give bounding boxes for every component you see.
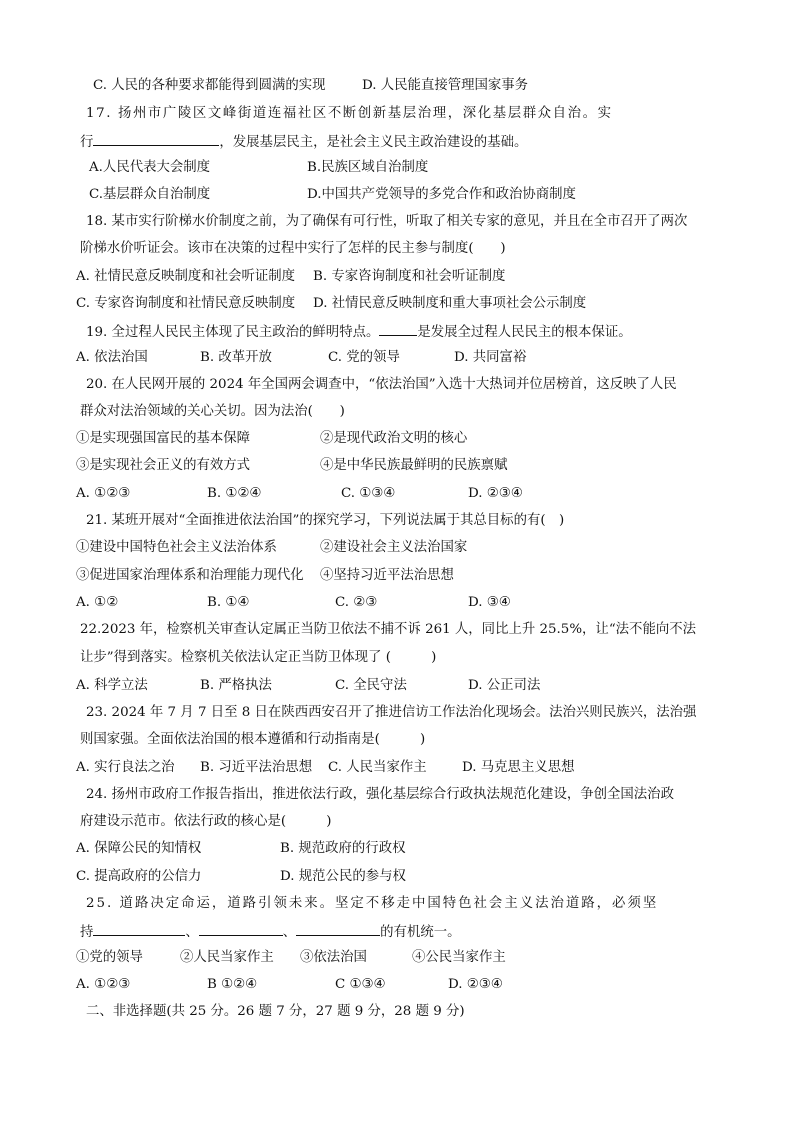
q18-option-a: A. 社情民意反映制度和社会听证制度 — [76, 269, 296, 284]
q21-statement-3: ③促进国家治理体系和治理能力现代化 — [76, 568, 304, 583]
q22-stem-line1: 22.2023 年，检察机关审查认定属正当防卫依法不捕不诉 261 人，同比上升 25.5%，让“法不能向不法 — [80, 622, 697, 637]
q19-option-c: C. 党的领导 — [328, 350, 400, 365]
q19-answer-blank — [379, 321, 417, 336]
q21-option-d: D. ③④ — [468, 595, 511, 610]
q25-statement-3: ③依法治国 — [300, 950, 367, 965]
q20-statement-3: ③是实现社会正义的有效方式 — [76, 458, 251, 473]
q25-statement-4: ④公民当家作主 — [412, 950, 506, 965]
q17-option-c: C.基层群众自治制度 — [89, 187, 211, 202]
q25-option-a: A. ①②③ — [76, 977, 131, 992]
q25-stem-line1: 25. 道路决定命运，道路引领未来。坚定不移走中国特色社会主义法治道路，必须坚 — [86, 896, 659, 911]
q21-statement-2: ②建设社会主义法治国家 — [320, 540, 468, 555]
q25-separator-2: 、 — [282, 925, 297, 940]
q16-option-c: C. 人民的各种要求都能得到圆满的实现 — [93, 78, 326, 93]
q21-option-a: A. ①② — [76, 595, 119, 610]
q21-statement-4: ④坚持习近平法治思想 — [320, 568, 454, 583]
q21-stem-line1: 21. 某班开展对“全面推进依法治国”的探究学习，下列说法属于其总目标的有( ) — [86, 513, 565, 528]
q25-answer-blank-3 — [296, 921, 380, 936]
q17-answer-blank — [93, 131, 219, 146]
q20-stem-line1: 20. 在人民网开展的 2024 年全国两会调查中，“依法治国”入选十大热词并位居榜首，这反映了人民 — [86, 377, 677, 392]
q20-option-d: D. ②③④ — [468, 486, 523, 501]
q25-option-b: B ①②④ — [207, 977, 258, 992]
q21-option-c: C. ②③ — [335, 595, 378, 610]
q17-stem-line1: 17. 扬州市广陵区文峰街道连福社区不断创新基层治理，深化基层群众自治。实 — [86, 106, 613, 121]
q20-statement-2: ②是现代政治文明的核心 — [320, 431, 468, 446]
q20-option-c: C. ①③④ — [341, 486, 396, 501]
q25-statement-2: ②人民当家作主 — [180, 950, 274, 965]
q25-separator-1: 、 — [185, 925, 199, 940]
q22-option-d: D. 公正司法 — [468, 678, 541, 693]
q20-stem-line2: 群众对法治领域的关心关切。因为法治( ) — [80, 404, 345, 419]
q19-option-d: D. 共同富裕 — [454, 350, 527, 365]
q19-stem-prefix: 19. 全过程人民民主体现了民主政治的鲜明特点。 — [86, 325, 380, 340]
q23-option-c: C. 人民当家作主 — [328, 760, 427, 775]
q25-stem-line2 — [80, 921, 461, 943]
q19-stem-suffix: 是发展全过程人民民主的根本保证。 — [417, 325, 632, 340]
q16-option-d: D. 人民能直接管理国家事务 — [362, 78, 529, 93]
q17-stem-line2 — [80, 131, 527, 153]
q22-option-c: C. 全民守法 — [335, 678, 407, 693]
q23-stem-line1: 23. 2024 年 7 月 7 日至 8 日在陕西西安召开了推进信访工作法治化现场会。法治兴则民族兴，法治强 — [86, 705, 697, 720]
q22-stem-line2: 让步”得到落实。检察机关依法认定正当防卫体现了 ( ) — [80, 650, 437, 665]
q17-option-d: D.中国共产党领导的多党合作和政治协商制度 — [307, 187, 576, 202]
q20-option-a: A. ①②③ — [76, 486, 131, 501]
section-2-heading: 二、非选择题(共 25 分。26 题 7 分，27 题 9 分，28 题 9 分) — [86, 1004, 465, 1019]
q19-option-b: B. 改革开放 — [200, 350, 272, 365]
q24-stem-line2: 府建设示范市。依法行政的核心是( ) — [80, 814, 332, 829]
q18-stem-line1: 18. 某市实行阶梯水价制度之前，为了确保有可行性，听取了相关专家的意见，并且在全市召开了两次 — [86, 214, 688, 229]
q18-option-d: D. 社情民意反映制度和重大事项社会公示制度 — [313, 296, 587, 311]
q23-stem-line2: 则国家强。全面依法治国的根本遵循和行动指南是( ) — [80, 732, 426, 747]
q19-stem-line1 — [86, 321, 632, 343]
q17-stem-suffix: ，发展基层民主，是社会主义民主政治建设的基础。 — [219, 135, 528, 150]
q24-stem-line1: 24. 扬州市政府工作报告指出，推进依法行政，强化基层综合行政执法规范化建设，争创全国法治政 — [86, 787, 674, 802]
q25-option-c: C ①③④ — [335, 977, 386, 992]
q17-stem-prefix: 行 — [80, 135, 94, 150]
q23-option-a: A. 实行良法之治 — [76, 760, 175, 775]
q25-answer-blank-1 — [93, 921, 185, 936]
q20-option-b: B. ①②④ — [207, 486, 262, 501]
q20-statement-4: ④是中华民族最鲜明的民族禀赋 — [320, 458, 508, 473]
q19-option-a: A. 依法治国 — [76, 350, 148, 365]
q18-stem-line2: 阶梯水价听证会。该市在决策的过程中实行了怎样的民主参与制度( ) — [80, 241, 506, 256]
q25-answer-blank-2 — [199, 921, 283, 936]
q22-option-a: A. 科学立法 — [76, 678, 148, 693]
q17-option-b: B.民族区域自治制度 — [307, 160, 429, 175]
q23-option-d: D. 马克思主义思想 — [462, 760, 575, 775]
q21-statement-1: ①建设中国特色社会主义法治体系 — [76, 540, 277, 555]
q25-option-d: D. ②③④ — [448, 977, 503, 992]
q21-option-b: B. ①④ — [207, 595, 250, 610]
q20-statement-1: ①是实现强国富民的基本保障 — [76, 431, 251, 446]
q25-statement-1: ①党的领导 — [76, 950, 143, 965]
q22-option-b: B. 严格执法 — [200, 678, 272, 693]
q18-option-c: C. 专家咨询制度和社情民意反映制度 — [76, 296, 296, 311]
q25-stem-suffix: 的有机统一。 — [380, 925, 461, 940]
q24-option-b: B. 规范政府的行政权 — [280, 841, 406, 856]
q24-option-c: C. 提高政府的公信力 — [76, 869, 202, 884]
q17-option-a: A.人民代表大会制度 — [89, 160, 211, 175]
q24-option-d: D. 规范公民的参与权 — [280, 869, 406, 884]
q18-option-b: B. 专家咨询制度和社会听证制度 — [313, 269, 506, 284]
q24-option-a: A. 保障公民的知情权 — [76, 841, 202, 856]
q25-stem-prefix: 持 — [80, 925, 94, 940]
q23-option-b: B. 习近平法治思想 — [200, 760, 313, 775]
